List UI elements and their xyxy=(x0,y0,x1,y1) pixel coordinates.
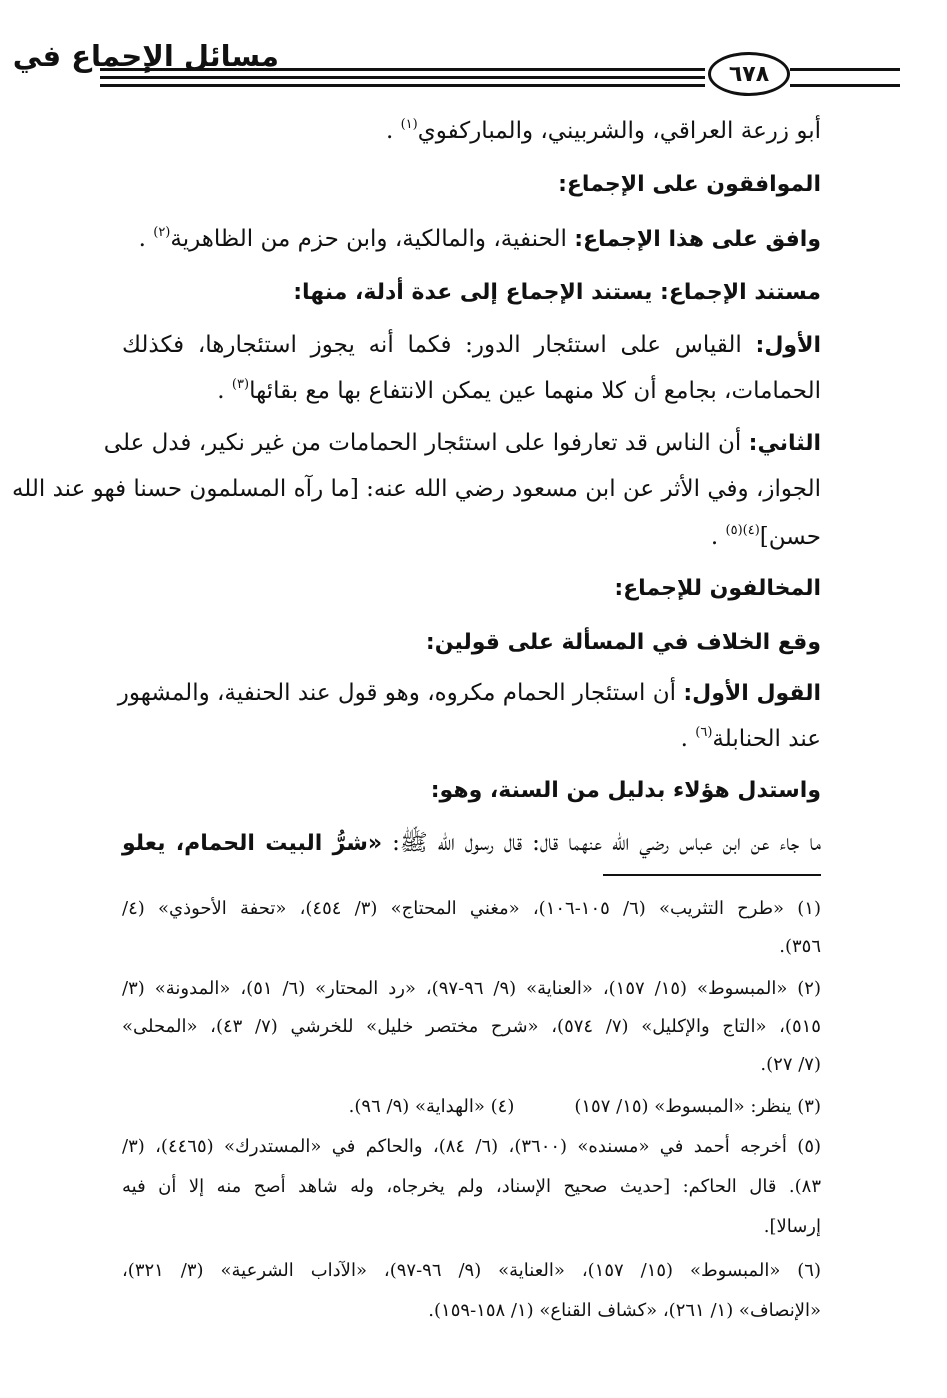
footnote-ref: (٣) xyxy=(231,377,250,392)
heading-opponents: المخالفون للإجماع: xyxy=(614,576,821,601)
heading-supporters: الموافقون على الإجماع: xyxy=(558,172,821,197)
body-text: . xyxy=(710,524,719,550)
footnote-3: (٣) ينظر: «المبسوط» (١٥/ ١٥٧) xyxy=(574,1096,821,1117)
body-text: أن الناس قد تعارفوا على استئجار الحمامات من غير نكير، فدل على xyxy=(103,430,742,456)
running-header-title: مسائل الإجماع في xyxy=(12,39,279,73)
body-text: . xyxy=(217,378,225,404)
body-text: الحمامات، بجامع أن كلا منهما عين يمكن الانتفاع بها مع بقائها xyxy=(249,378,821,404)
header-rule-right-top xyxy=(790,68,900,71)
footnote-5-line-3: إرسالا]. xyxy=(763,1216,821,1237)
body-lead: الأول: xyxy=(755,333,822,358)
body-line-3 xyxy=(122,216,821,263)
heading-disagreement: وقع الخلاف في المسألة على قولين: xyxy=(425,630,821,655)
body-line-15 xyxy=(122,820,821,867)
body-line-13 xyxy=(122,716,821,762)
footnote-4: (٤) «الهداية» (٩/ ٩٦). xyxy=(348,1096,515,1117)
footnote-6-line-2: «الإنصاف» (١/ ٢٦١)، «كشاف القناع» (١/ ١٥٨-١٥٩). xyxy=(428,1300,821,1321)
body-text: أبو زرعة العراقي، والشربيني، والمباركفوي xyxy=(417,118,821,144)
footnote-5-line-2: ٨٣). قال الحاكم: [حديث صحيح الإسناد، ولم يخرجاه، وله شاهد أصح منه إلا أن فيه xyxy=(122,1176,821,1197)
body-lead: وافق على هذا الإجماع: xyxy=(574,227,821,252)
heading-basis: مستند الإجماع: يستند الإجماع إلى عدة أدلة، منها: xyxy=(293,280,821,305)
hadith-quote: «شرُّ البيت الحمام، يعلو xyxy=(122,831,383,856)
page-number: ٦٧٨ xyxy=(728,61,770,87)
body-lead: القول الأول: xyxy=(683,681,821,706)
header-rule-middle xyxy=(100,76,705,79)
body-line-6 xyxy=(122,368,821,414)
footnote-separator xyxy=(603,874,821,876)
body-text: حسن] xyxy=(759,524,821,550)
footnote-1-line-1: (١) «طرح التثريب» (٦/ ١٠٥-١٠٦)، «مغني المحتاج» (٣/ ٤٥٤)، «تحفة الأحوذي» (٤/ xyxy=(122,898,821,919)
body-line-9 xyxy=(122,514,821,560)
heading-evidence: واستدل هؤلاء بدليل من السنة، وهو: xyxy=(430,778,821,803)
body-line-5 xyxy=(122,322,821,369)
footnote-3-4-line xyxy=(122,1088,821,1126)
body-line-1 xyxy=(122,108,821,154)
body-line-7 xyxy=(103,420,821,467)
footnote-2-line-3: (٧/ ٢٧). xyxy=(760,1054,821,1075)
page-number-badge xyxy=(708,52,790,96)
footnote-ref: (٤)(٥) xyxy=(725,523,760,538)
body-text: عند الحنابلة xyxy=(712,726,821,752)
body-text: القياس على استئجار الدور: فكما أنه يجوز استئجارها، فكذلك xyxy=(122,332,742,358)
body-text: ما جاء عن ابن عباس رضي الله عنهما قال: قال رسول الله ﷺ: xyxy=(392,830,821,856)
body-text: أن استئجار الحمام مكروه، وهو قول عند الحنفية، والمشهور xyxy=(117,680,677,706)
body-text: الحنفية، والمالكية، وابن حزم من الظاهرية xyxy=(170,226,567,252)
body-text: . xyxy=(680,726,688,752)
body-lead: الثاني: xyxy=(748,431,821,456)
footnote-5-line-1: (٥) أخرجه أحمد في «مسنده» (٣٦٠٠)، (٦/ ٨٤)، والحاكم في «المستدرك» (٤٤٦٥)، (٣/ xyxy=(122,1136,822,1157)
footnote-ref: (٢) xyxy=(153,225,171,240)
body-line-12 xyxy=(117,670,821,717)
header-rule-right-bottom xyxy=(790,84,900,87)
body-line-8: الجواز، وفي الأثر عن ابن مسعود رضي الله عنه: [ما رآه المسلمون حسنا فهو عند الله xyxy=(11,476,821,502)
header-rule-top xyxy=(100,68,705,71)
footnote-2-line-1: (٢) «المبسوط» (١٥/ ١٥٧)، «العناية» (٩/ ٩٦-٩٧)، «رد المحتار» (٦/ ٥١)، «المدونة» (٣/ xyxy=(122,978,821,999)
footnote-ref: (١) xyxy=(400,117,418,132)
body-text: . xyxy=(138,226,146,252)
body-text: . xyxy=(385,118,394,144)
footnote-6-line-1: (٦) «المبسوط» (١٥/ ١٥٧)، «العناية» (٩/ ٩٦-٩٧)، «الآداب الشرعية» (٣/ ٣٢١)، xyxy=(122,1260,821,1281)
footnote-ref: (٦) xyxy=(695,725,713,740)
footnote-1-line-2: ٣٥٦). xyxy=(779,936,821,957)
header-rule-bottom xyxy=(100,84,705,87)
footnote-2-line-2: ٥١٥)، «التاج والإكليل» (٧/ ٥٧٤)، «شرح مختصر خليل» للخرشي (٧/ ٤٣)، «المحلى» xyxy=(122,1016,821,1037)
